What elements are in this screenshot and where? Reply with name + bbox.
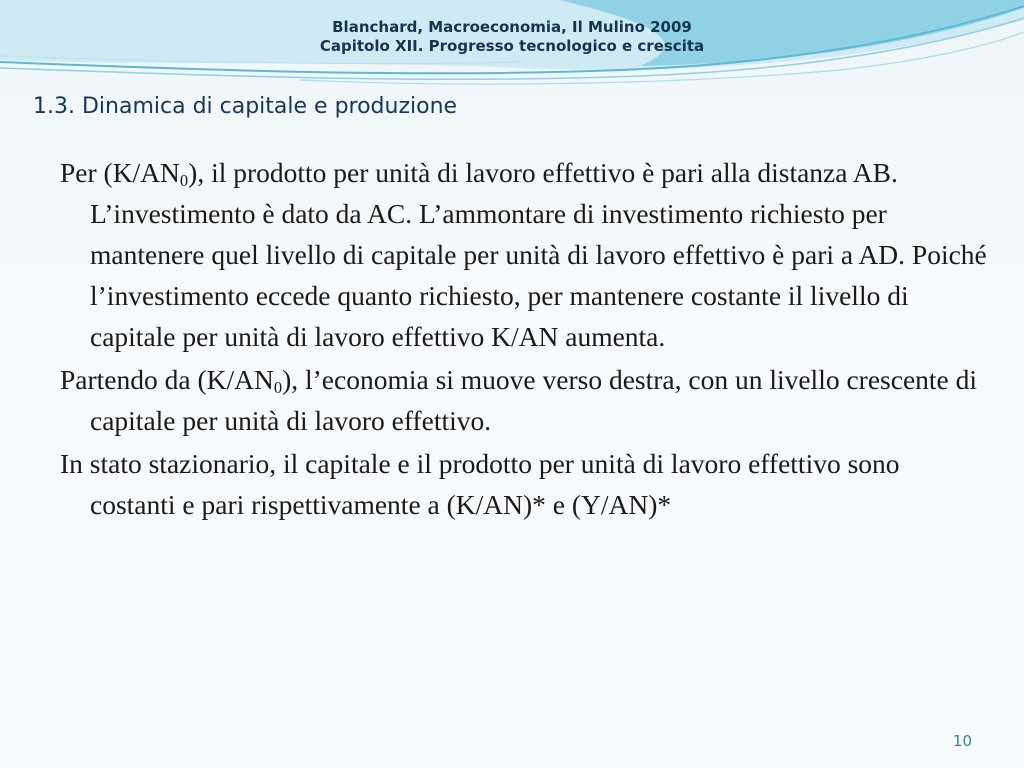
paragraph-3: In stato stazionario, il capitale e il prodotto per unità di lavoro effettivo sono costanti e pari rispettivamente a (K/AN)* e (Y/AN)* xyxy=(60,448,900,520)
page-number: 10 xyxy=(952,732,972,750)
slide-title: 1.3. Dinamica di capitale e produzione xyxy=(33,94,458,119)
paragraph-1 xyxy=(60,152,990,357)
slide-body xyxy=(60,152,990,527)
slide-header xyxy=(0,18,1024,56)
paragraph-2-text-a: Partendo da (K/AN xyxy=(60,364,274,395)
paragraph-2-subscript: 0 xyxy=(273,378,283,398)
paragraph-1-text-a: Per (K/AN xyxy=(60,157,180,188)
header-line-1: Blanchard, Macroeconomia, Il Mulino 2009 xyxy=(332,18,692,36)
paragraph-1-text-b: ), il prodotto per unità di lavoro effettivo è pari alla distanza AB. L’investimento è dato da AC. L’ammontare di investimento richiesto per mantenere quel livello di capitale per unità di lavoro effettivo è pari a AD. Poiché l’investimento eccede quanto richiesto, per mantenere costante il livello di capitale per unità di lavoro effettivo K/AN aumenta. xyxy=(90,157,987,352)
paragraph-2 xyxy=(60,359,990,441)
header-line-2: Capitolo XII. Progresso tecnologico e crescita xyxy=(319,37,705,55)
paragraph-1-subscript: 0 xyxy=(179,171,189,191)
paragraph-2-text-b: ), l’economia si muove verso destra, con un livello crescente di capitale per unità di lavoro effettivo. xyxy=(90,364,978,436)
